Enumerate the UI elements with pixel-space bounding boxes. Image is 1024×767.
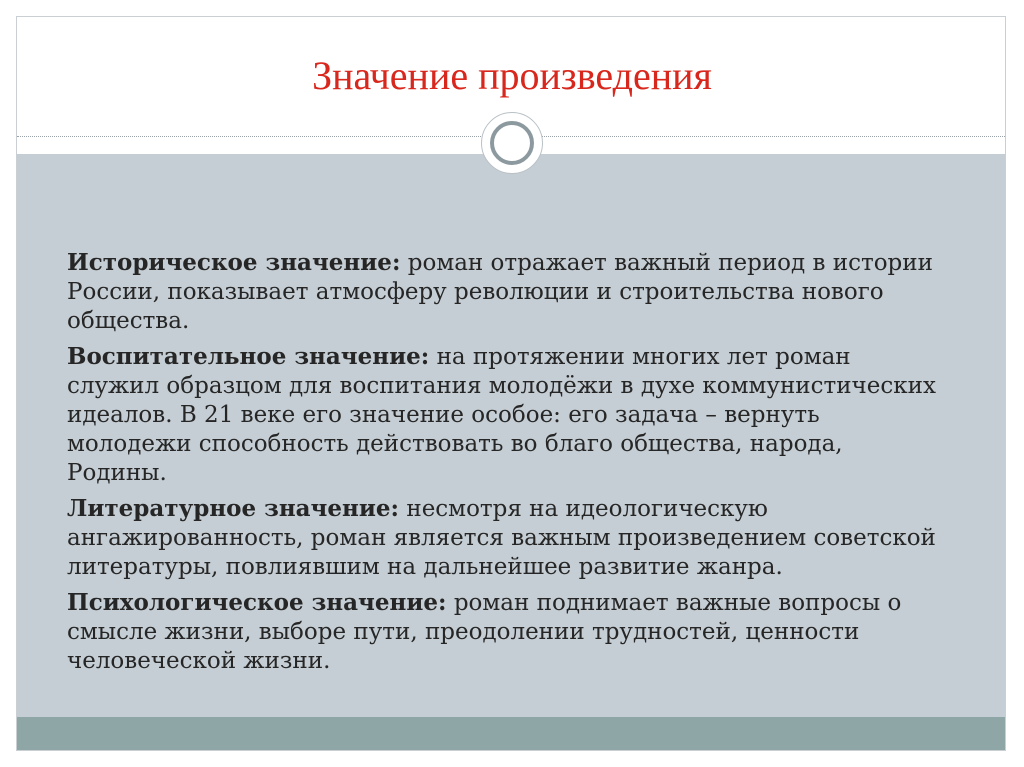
ring-inner-icon xyxy=(490,121,534,165)
item-text: роман отражает важный период в истории России, показывает атмосферу революции и строительства нового общества. xyxy=(67,250,933,334)
item-term: Воспитательное значение: xyxy=(67,343,430,370)
list-item-educational xyxy=(67,342,947,488)
slide-title: Значение произведения xyxy=(312,53,712,98)
item-term: Историческое значение: xyxy=(67,249,401,276)
ring-ornament-icon xyxy=(481,112,543,174)
list-item-literary xyxy=(67,494,947,582)
item-text: несмотря на идеологическую ангажированность, роман является важным произведением советской литературы, повлиявшим на дальнейшее развитие жанра. xyxy=(67,496,936,580)
content-list xyxy=(67,248,947,682)
item-term: Психологическое значение: xyxy=(67,589,447,616)
item-text: роман поднимает важные вопросы о смысле жизни, выборе пути, преодолении трудностей, ценности человеческой жизни. xyxy=(67,590,902,674)
list-item-historical xyxy=(67,248,947,336)
footer-band xyxy=(17,717,1005,750)
item-term: Литературное значение: xyxy=(67,495,400,522)
list-item-psychological xyxy=(67,588,947,676)
item-text: на протяжении многих лет роман служил образцом для воспитания молодёжи в духе коммунистических идеалов. В 21 веке его значение особое: его задача – вернуть молодежи способность действовать во благо общества, народа, Родины. xyxy=(67,344,936,486)
